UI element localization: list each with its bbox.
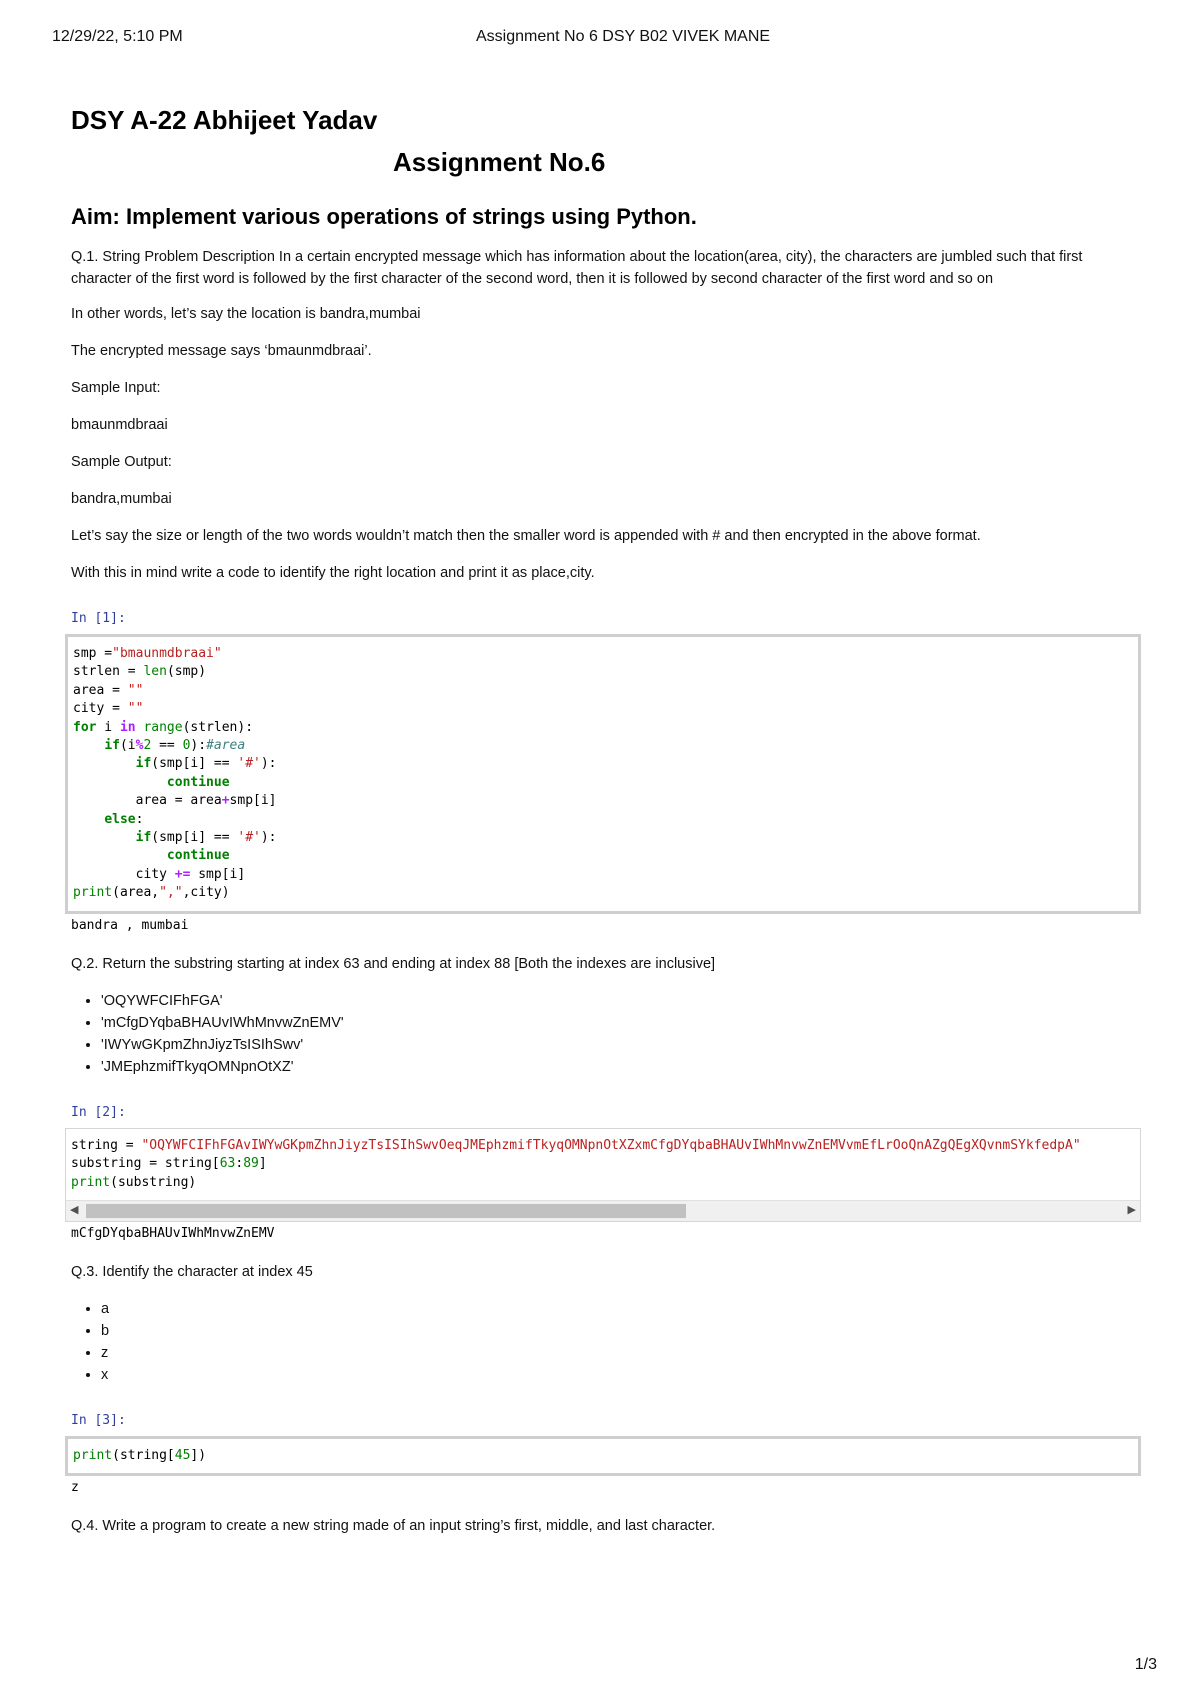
q2-options (71, 990, 1146, 1078)
code-cell-1-source[interactable]: smp ="bmaunmdbraai" strlen = len(smp) area = "" city = "" for i in range(strlen): if(i%2 == 0):#area if(smp[i] == '#'): continue area = area+smp[i] else: if(smp[i] == '#'): continue city += smp[i] print(area,",",city) (73, 646, 277, 901)
q1-encrypted: The encrypted message says ‘bmaunmdbraai’. (71, 343, 372, 359)
code-cell-2-source[interactable]: string = "OQYWFCIFhFGAvIWYwGKpmZhnJiyzTsISIhSwvOeqJMEphzmifTkyqOMNpnOtXZxmCfgDYqbaBHAUvIWhMnvwZnEMVvmEfLrOoQnAZgQEgXQvnmSYkfedpA" substring = string[63:89] print(substring) (71, 1137, 1081, 1190)
q2-option: • 'OQYWFCIFhFGA' (101, 990, 1146, 1012)
q3-option: • b (101, 1320, 1146, 1342)
q1-sample-input: bmaunmdbraai (71, 417, 168, 433)
assignment-heading: Assignment No.6 (393, 147, 606, 177)
aim-heading: Aim: Implement various operations of strings using Python. (71, 204, 697, 229)
scrollbar-thumb[interactable] (86, 1204, 686, 1218)
page-number: 1/3 (1134, 1656, 1157, 1673)
code-cell-1[interactable] (65, 634, 1141, 914)
notebook-content (71, 100, 1146, 1552)
q1-task: With this in mind write a code to identify the right location and print it as place,city. (71, 565, 595, 581)
horizontal-scrollbar[interactable] (66, 1200, 1140, 1221)
code-cell-3-source[interactable]: print(string[45]) (73, 1447, 207, 1463)
q2-option: • 'JMEphzmifTkyqOMNpnOtXZ' (101, 1056, 1146, 1078)
q3-option: • z (101, 1342, 1146, 1364)
cell-prompt-1: In [1]: (71, 611, 126, 626)
student-name-heading: DSY A-22 Abhijeet Yadav (71, 105, 378, 135)
code-cell-3[interactable] (65, 1436, 1141, 1476)
q1-note: Let’s say the size or length of the two words wouldn’t match then the smaller word is appended with # and then encrypted in the above format. (71, 528, 981, 544)
cell-output-1: bandra , mumbai (71, 917, 189, 933)
cell-prompt-3: In [3]: (71, 1412, 126, 1428)
scroll-left-arrow-icon[interactable]: ◀ (70, 1203, 79, 1216)
print-doc-title: Assignment No 6 DSY B02 VIVEK MANE (476, 28, 771, 45)
code-cell-2[interactable] (65, 1128, 1141, 1222)
q3-question: Q.3. Identify the character at index 45 (71, 1263, 313, 1280)
q4-question: Q.4. Write a program to create a new string made of an input string’s first, middle, and last character. (71, 1518, 716, 1535)
cell-output-2: mCfgDYqbaBHAUvIWhMnvwZnEMV (71, 1225, 275, 1241)
q2-option: • 'mCfgDYqbaBHAUvIWhMnvwZnEMV' (101, 1012, 1146, 1034)
q2-option: • 'IWYwGKpmZhnJiyzTsISIhSwv' (101, 1034, 1146, 1056)
q1-sample-output: bandra,mumbai (71, 491, 172, 507)
q1-sample-output-label: Sample Output: (71, 454, 172, 470)
scroll-right-arrow-icon[interactable]: ▶ (1127, 1203, 1136, 1216)
q3-option: • a (101, 1298, 1146, 1320)
print-datetime: 12/29/22, 5:10 PM (52, 28, 183, 45)
q1-sample-input-label: Sample Input: (71, 380, 161, 396)
q1-description: Q.1. String Problem Description In a certain encrypted message which has information about the location(area, city), the characters are jumbled such that first character of the first word is followed by the first character of the second word, then it is followed by second character of the first word and so on (71, 249, 1083, 287)
q3-options (71, 1298, 1146, 1386)
q1-other-words: In other words, let’s say the location is bandra,mumbai (71, 306, 421, 322)
cell-output-3: z (71, 1480, 79, 1496)
q3-option: • x (101, 1364, 1146, 1386)
q2-question: Q.2. Return the substring starting at index 63 and ending at index 88 [Both the indexes are inclusive] (71, 955, 716, 972)
cell-prompt-2: In [2]: (71, 1104, 126, 1120)
